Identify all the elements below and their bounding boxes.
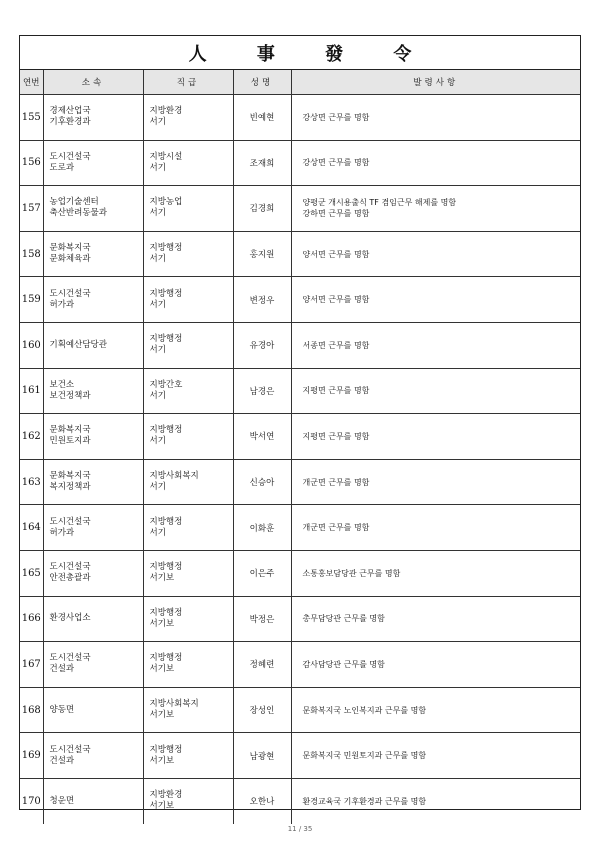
rank-cell [143,231,233,277]
name-cell: 이화훈 [233,505,291,551]
rank-cell-line: 서기보 [149,573,175,584]
rank-cell-line: 서기 [149,162,166,173]
rank-cell-line: 서기 [149,254,166,265]
action-line: 강상면 근무를 명함 [302,112,370,122]
rank-cell [143,459,233,505]
rank-cell-line: 지방행정 [149,516,183,527]
dept-cell-line: 기획예산담당관 [49,339,107,350]
row-number: 164 [20,505,43,551]
dept-cell [43,687,143,733]
header-action: 발령사항 [291,70,580,95]
rank-cell [143,95,233,141]
rank-cell [143,778,233,823]
header-rank: 직급 [143,70,233,95]
table-row [20,550,580,596]
dept-cell-line: 문화복지국 [49,471,91,482]
action-line: 문화복지국 민원토지과 근무를 명함 [302,751,427,761]
dept-cell-line: 경제산업국 [49,106,91,117]
rank-cell-line: 서기보 [149,618,175,629]
dept-cell-line: 기후환경과 [49,117,91,128]
name-cell: 김경희 [233,186,291,232]
table-row [20,642,580,688]
dept-cell-line: 도시건설국 [49,653,91,664]
name-cell: 홍지원 [233,231,291,277]
rank-cell [143,277,233,323]
rank-cell-line: 지방행정 [149,243,183,254]
row-number: 159 [20,277,43,323]
dept-cell [43,231,143,277]
dept-cell-line: 문화체육과 [49,254,91,265]
action-cell [291,778,580,823]
row-number: 158 [20,231,43,277]
action-cell [291,140,580,186]
rank-cell [143,733,233,779]
dept-cell-line: 환경사업소 [49,613,91,624]
rank-cell-line: 서기보 [149,664,175,675]
rank-cell-line: 지방사회복지 [149,471,199,482]
row-number: 161 [20,368,43,414]
table-row [20,95,580,141]
action-cell [291,550,580,596]
row-number: 170 [20,778,43,823]
page-title: 人 事 發 令 [188,43,434,65]
dept-cell-line: 축산반려동물과 [49,208,107,219]
dept-cell [43,733,143,779]
dept-cell-line: 청운면 [49,795,75,806]
table-row [20,186,580,232]
action-cell [291,642,580,688]
name-cell: 남광현 [233,733,291,779]
rank-cell [143,322,233,368]
rank-cell-line: 서기 [149,208,166,219]
dept-cell-line: 도시건설국 [49,516,91,527]
row-number: 167 [20,642,43,688]
dept-cell [43,186,143,232]
dept-cell-line: 건설과 [49,664,75,675]
row-number: 160 [20,322,43,368]
dept-cell [43,505,143,551]
name-cell: 이은주 [233,550,291,596]
rank-cell-line: 지방행정 [149,288,183,299]
name-cell: 빈예현 [233,95,291,141]
header-no: 연번 [20,70,43,95]
dept-cell [43,459,143,505]
action-cell [291,368,580,414]
rank-cell [143,186,233,232]
rank-cell-line: 지방행정 [149,653,183,664]
rank-cell [143,596,233,642]
rank-cell [143,414,233,460]
rank-cell [143,505,233,551]
rank-cell-line: 지방행정 [149,562,183,573]
rank-cell-line: 지방행정 [149,744,183,755]
rank-cell-line: 서기 [149,482,166,493]
action-cell [291,231,580,277]
rank-cell-line: 서기 [149,299,166,310]
table-row [20,687,580,733]
row-number: 169 [20,733,43,779]
action-line: 지평면 근무를 명함 [302,386,370,396]
table-row [20,368,580,414]
dept-cell [43,596,143,642]
dept-cell [43,778,143,823]
rank-cell-line: 지방환경 [149,790,183,801]
table-row [20,778,580,823]
dept-cell-line: 도시건설국 [49,151,91,162]
dept-cell [43,277,143,323]
action-line: 서종면 근무를 명함 [302,340,370,350]
dept-cell-line: 복지정책과 [49,482,91,493]
rank-cell-line: 서기보 [149,710,175,721]
rank-cell-line: 지방시설 [149,151,183,162]
rank-cell [143,687,233,733]
action-cell [291,505,580,551]
action-cell [291,687,580,733]
action-line: 강상면 근무를 명함 [302,158,370,168]
table-body [20,95,580,824]
dept-cell [43,414,143,460]
action-cell [291,733,580,779]
rank-cell-line: 지방농업 [149,197,183,208]
row-number: 156 [20,140,43,186]
action-cell [291,596,580,642]
action-cell [291,322,580,368]
dept-cell-line: 도시건설국 [49,562,91,573]
rank-cell-line: 서기 [149,390,166,401]
header-name: 성명 [233,70,291,95]
rank-cell-line: 지방환경 [149,106,183,117]
dept-cell-line: 안전총괄과 [49,573,91,584]
rank-cell-line: 서기 [149,345,166,356]
dept-cell-line: 문화복지국 [49,425,91,436]
dept-cell-line: 민원토지과 [49,436,91,447]
action-cell [291,414,580,460]
action-line: 문화복지국 노인복지과 근무를 명함 [302,705,427,715]
action-line: 양평군 개시용출식 TF 겸임근무 해제를 명함 [302,198,457,208]
dept-cell [43,140,143,186]
action-line: 개군면 근무를 명함 [302,523,370,533]
dept-cell [43,550,143,596]
action-line: 양서면 근무를 명함 [302,249,370,259]
dept-cell-line: 도시건설국 [49,744,91,755]
header-dept: 소속 [43,70,143,95]
rank-cell-line: 지방사회복지 [149,699,199,710]
table-row [20,733,580,779]
name-cell: 박서연 [233,414,291,460]
dept-cell-line: 건설과 [49,755,75,766]
action-line: 감사담당관 근무를 명함 [302,659,385,669]
action-line: 개군면 근무를 명함 [302,477,370,487]
dept-cell [43,322,143,368]
rank-cell-line: 서기보 [149,801,175,812]
action-cell [291,459,580,505]
name-cell: 조재희 [233,140,291,186]
dept-cell-line: 도시건설국 [49,288,91,299]
table-row [20,596,580,642]
action-line: 환경교육국 기후환경과 근무를 명함 [302,796,427,806]
action-cell [291,95,580,141]
row-number: 155 [20,95,43,141]
name-cell: 신승아 [233,459,291,505]
rank-cell-line: 지방행정 [149,334,183,345]
dept-cell [43,368,143,414]
title-row [20,36,580,70]
action-line: 총무담당관 근무를 명함 [302,614,385,624]
dept-cell-line: 농업기술센터 [49,197,99,208]
dept-cell-line: 문화복지국 [49,243,91,254]
action-line: 강하면 근무를 명함 [302,209,370,219]
action-line: 양서면 근무를 명함 [302,295,370,305]
name-cell: 정혜련 [233,642,291,688]
rank-cell-line: 지방간호 [149,379,183,390]
row-number: 166 [20,596,43,642]
rank-cell [143,642,233,688]
table-row [20,277,580,323]
action-cell [291,186,580,232]
name-cell: 유경아 [233,322,291,368]
row-number: 168 [20,687,43,733]
table-row [20,414,580,460]
page-number: 11 / 35 [287,825,313,833]
table-row [20,322,580,368]
header-row [20,70,580,95]
rank-cell-line: 지방행정 [149,425,183,436]
dept-cell-line: 양동면 [49,704,75,715]
personnel-order-sheet [19,35,581,810]
row-number: 163 [20,459,43,505]
dept-cell-line: 보건정책과 [49,390,91,401]
table-row [20,140,580,186]
dept-cell-line: 허가과 [49,299,75,310]
dept-cell-line: 허가과 [49,527,75,538]
rank-cell-line: 서기보 [149,755,175,766]
name-cell: 변정우 [233,277,291,323]
rank-cell-line: 서기 [149,527,166,538]
row-number: 162 [20,414,43,460]
name-cell: 박정은 [233,596,291,642]
dept-cell [43,642,143,688]
dept-cell-line: 보건소 [49,379,75,390]
action-line: 소통홍보담당관 근무를 명함 [302,568,401,578]
rank-cell [143,550,233,596]
row-number: 165 [20,550,43,596]
personnel-table [20,70,580,824]
table-row [20,505,580,551]
name-cell: 오한나 [233,778,291,823]
rank-cell-line: 지방행정 [149,607,183,618]
action-cell [291,277,580,323]
name-cell: 남경은 [233,368,291,414]
rank-cell-line: 서기 [149,117,166,128]
action-line: 지평면 근무를 명함 [302,431,370,441]
rank-cell-line: 서기 [149,436,166,447]
rank-cell [143,140,233,186]
dept-cell-line: 도로과 [49,162,75,173]
name-cell: 장성인 [233,687,291,733]
table-row [20,459,580,505]
table-row [20,231,580,277]
dept-cell [43,95,143,141]
rank-cell [143,368,233,414]
row-number: 157 [20,186,43,232]
